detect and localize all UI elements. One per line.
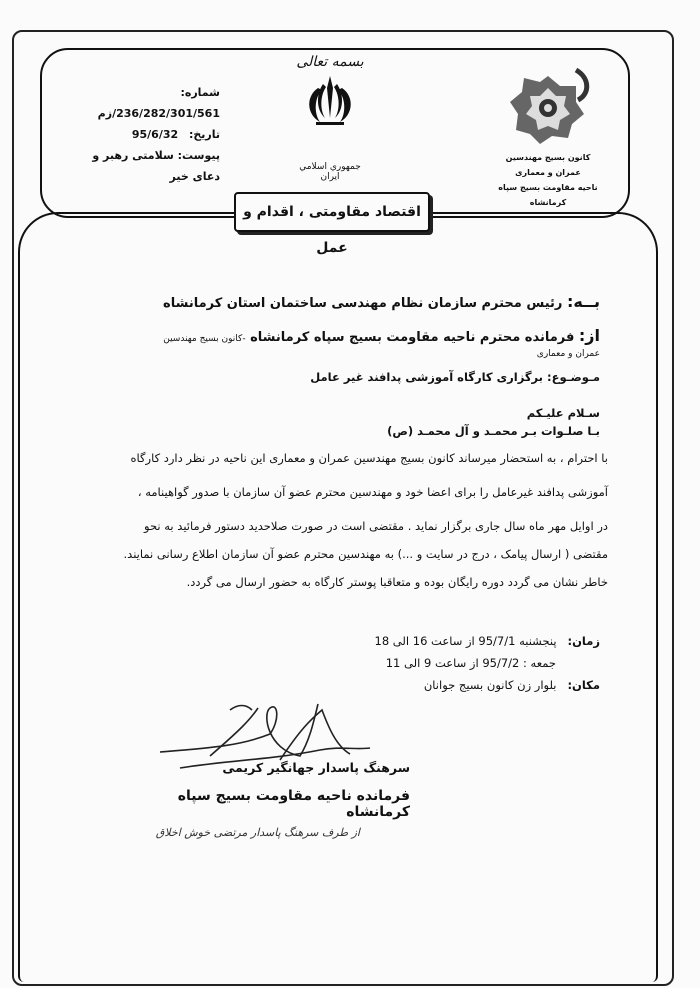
letter-date: 95/6/32	[131, 128, 179, 141]
handwritten-note: از طرف سرهنگ پاسدار مرتضی خوش اخلاق	[155, 826, 360, 839]
place-label: مکان:	[567, 678, 600, 692]
schedule-block	[300, 630, 600, 696]
time-line-1: پنجشنبه 95/7/1 از ساعت 16 الی 18	[374, 634, 557, 648]
iran-emblem	[290, 54, 370, 182]
attachment-label: پیوست:	[177, 149, 220, 162]
to-label: بــه:	[566, 292, 600, 311]
body-line-1: با احترام ، به استحضار میرساند کانون بسیج مهندسین عمران و معماری این ناحیه در نظر دارد کارگاه	[130, 451, 608, 465]
greeting-salam: سـلام علیـکم	[526, 406, 600, 420]
greeting-block	[200, 404, 600, 440]
slogan-box: اقتصاد مقاومتی ، اقدام و عمل	[234, 192, 430, 232]
from-line	[150, 326, 600, 360]
subject-value: برگزاری کارگاه آموزشی پدافند غیر عامل	[310, 370, 544, 384]
attachment-value: سلامتی رهبر و دعای خیر	[92, 149, 220, 183]
letter-number: 236/282/301/561/زم	[97, 107, 220, 120]
time-label: زمان:	[567, 634, 600, 648]
greeting-salavat: بـا صلـوات بـر محمـد و آل محمـد (ص)	[387, 424, 600, 438]
subject-line	[200, 370, 600, 384]
to-line	[160, 292, 600, 311]
from-sub: -کانون بسیج مهندسین عمران و معماری	[163, 334, 600, 359]
signer-name: سرهنگ پاسدار جهانگیر کریمی	[222, 760, 410, 775]
letter-body	[60, 444, 608, 596]
emblem-icon	[290, 70, 370, 132]
emblem-text: بسمه تعالی	[296, 54, 364, 70]
signer-title: فرمانده ناحیه مقاومت بسیج سپاه کرمانشاه	[177, 788, 410, 820]
time-line-2: جمعه : 95/7/2 از ساعت 9 الی 11	[385, 656, 556, 670]
republic-text: جمهوري اسلامي ايران	[299, 162, 361, 182]
number-label: شماره:	[180, 86, 220, 99]
body-line-3: در اوایل مهر ماه سال جاری برگزار نماید . مقتضی است در صورت صلاحدید دستور فرمائید به نحو	[144, 519, 608, 533]
date-label: تاریخ:	[188, 128, 220, 141]
place-value: بلوار زن کانون بسیج جوانان	[423, 678, 557, 692]
org-name-line2: ناحیه مقاومت بسیج سپاه کرمانشاه	[498, 183, 598, 207]
body-line-5: خاطر نشان می گردد دوره رایگان بوده و متعاقبا پوستر کارگاه به حضور ارسال می گردد.	[186, 575, 608, 589]
org-logo	[498, 64, 598, 210]
to-value: رئیس محترم سازمان نظام مهندسی ساختمان استان کرمانشاه	[163, 296, 563, 311]
basij-engineers-logo-icon	[498, 64, 598, 146]
org-name-line1: کانون بسیج مهندسین عمران و معماری	[505, 153, 591, 177]
subject-label: مـوضـوع:	[547, 370, 600, 384]
body-line-2: آموزشی پدافند غیرعامل را برای اعضا خود و مهندسین محترم عضو آن سازمان با صدور گواهینامه ،	[137, 485, 608, 499]
body-line-4: مقتضی ( ارسال پیامک ، درج در سایت و ...) به مهندسین محترم عضو آن سازمان اطلاع رسانی نمایند.	[123, 547, 608, 561]
letter-meta	[70, 82, 220, 187]
from-value: فرمانده محترم ناحیه مقاومت بسیج سپاه کرمانشاه	[250, 330, 575, 345]
from-label: از:	[578, 326, 600, 345]
